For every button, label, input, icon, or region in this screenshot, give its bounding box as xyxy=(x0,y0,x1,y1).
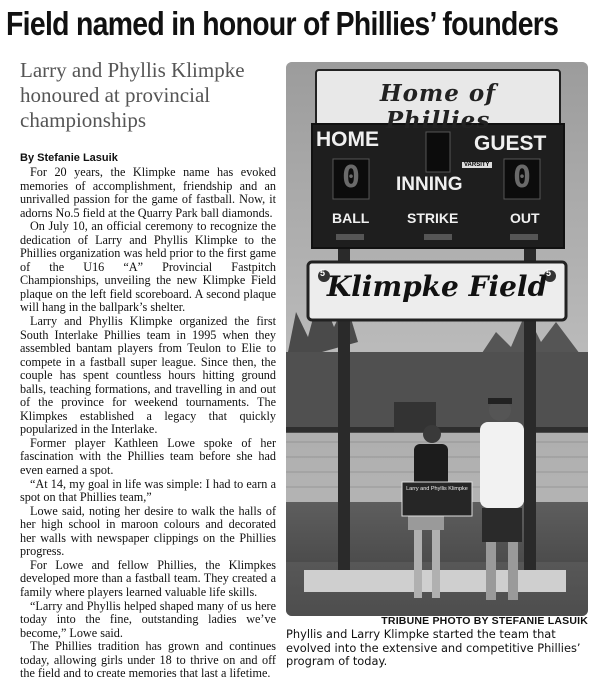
scoreboard-inning-label: INNING xyxy=(396,174,463,195)
held-plaque-text: Larry and Phyllis Klimpke xyxy=(406,486,468,492)
scoreboard-varsity-label: VARSITY xyxy=(464,162,490,168)
paragraph: Lowe said, noting her desire to walk the halls of her high school in maroon colours and decorated her walls with newspaper clippings on the Phillies progress. xyxy=(20,503,276,559)
headline: Field named in honour of Phillies’ founders xyxy=(6,5,559,42)
scoreboard-guest-score: 0 xyxy=(512,160,532,195)
sign-home-of-phillies: Home of Phillies xyxy=(379,80,497,134)
byline: By Stefanie Lasuik xyxy=(20,152,118,164)
story-body xyxy=(20,166,276,681)
scoreboard-guest-label: GUEST xyxy=(474,132,547,155)
paragraph: Larry and Phyllis Klimpke organized the first South Interlake Phillies team in 1995 when they assembled bantam players from Teulon to Elie to compete in a fastball super league. Since then, the couple has spent countless hours hitting ground balls, teaching formations, and travelling in and out of the province for weekend tournaments. The Klimpkes established a legacy that quickly popularized in the Interlake. xyxy=(20,314,276,437)
klimpke-field-plaque: Klimpke Field xyxy=(326,270,548,303)
plaque-badge-left: 5 xyxy=(320,268,326,278)
scoreboard-ball-label: BALL xyxy=(332,210,370,226)
paragraph: The Phillies tradition has grown and continues today, allowing girls under 18 to thrive on and off the field and to create memories that last a lifetime. xyxy=(20,639,276,681)
paragraph: Former player Kathleen Lowe spoke of her fascination with the Phillies team before she had even earned a spot. xyxy=(20,435,276,478)
scoreboard-photo xyxy=(286,62,588,616)
scoreboard-home-label: HOME xyxy=(316,128,379,151)
paragraph: For Lowe and fellow Phillies, the Klimpkes developed more than a fastball team. They created a family where players learned valuable life skills. xyxy=(20,557,276,599)
deck: Larry and Phyllis Klimpke honoured at provincial championships xyxy=(20,58,245,132)
scoreboard-home-score: 0 xyxy=(341,160,361,195)
paragraph: For 20 years, the Klimpke name has evoked memories of accomplishment, friendship and an unrivalled passion for the game of fastball. Now, it adorns No.5 field at the Quarry Park ball diamonds. xyxy=(20,165,276,220)
paragraph: “Larry and Phyllis helped shaped many of us here today into the fine, outstanding ladies we’ve become,” Lowe said. xyxy=(20,598,276,640)
photo-credit: TRIBUNE PHOTO BY STEFANIE LASUIK xyxy=(381,615,588,627)
plaque-badge-right: 5 xyxy=(546,268,552,278)
photo-caption: Phyllis and Larry Klimpke started the team that evolved into the extensive and competitive Phillies’ program of today. xyxy=(286,627,581,668)
scoreboard-out-label: OUT xyxy=(510,210,540,226)
paragraph: On July 10, an official ceremony to recognize the dedication of Larry and Phyllis Klimpke to the Phillies organization was held prior to the first game of the U16 “A” Provincial Fastpitch Championships, unveiling the new Klimpke Field plaque on the left field scoreboard. A second plaque will hang in the ballpark’s shelter. xyxy=(20,219,276,315)
scoreboard-strike-label: STRIKE xyxy=(407,210,459,226)
paragraph: “At 14, my goal in life was simple: I had to earn a spot on that Phillies team,” xyxy=(20,476,276,505)
